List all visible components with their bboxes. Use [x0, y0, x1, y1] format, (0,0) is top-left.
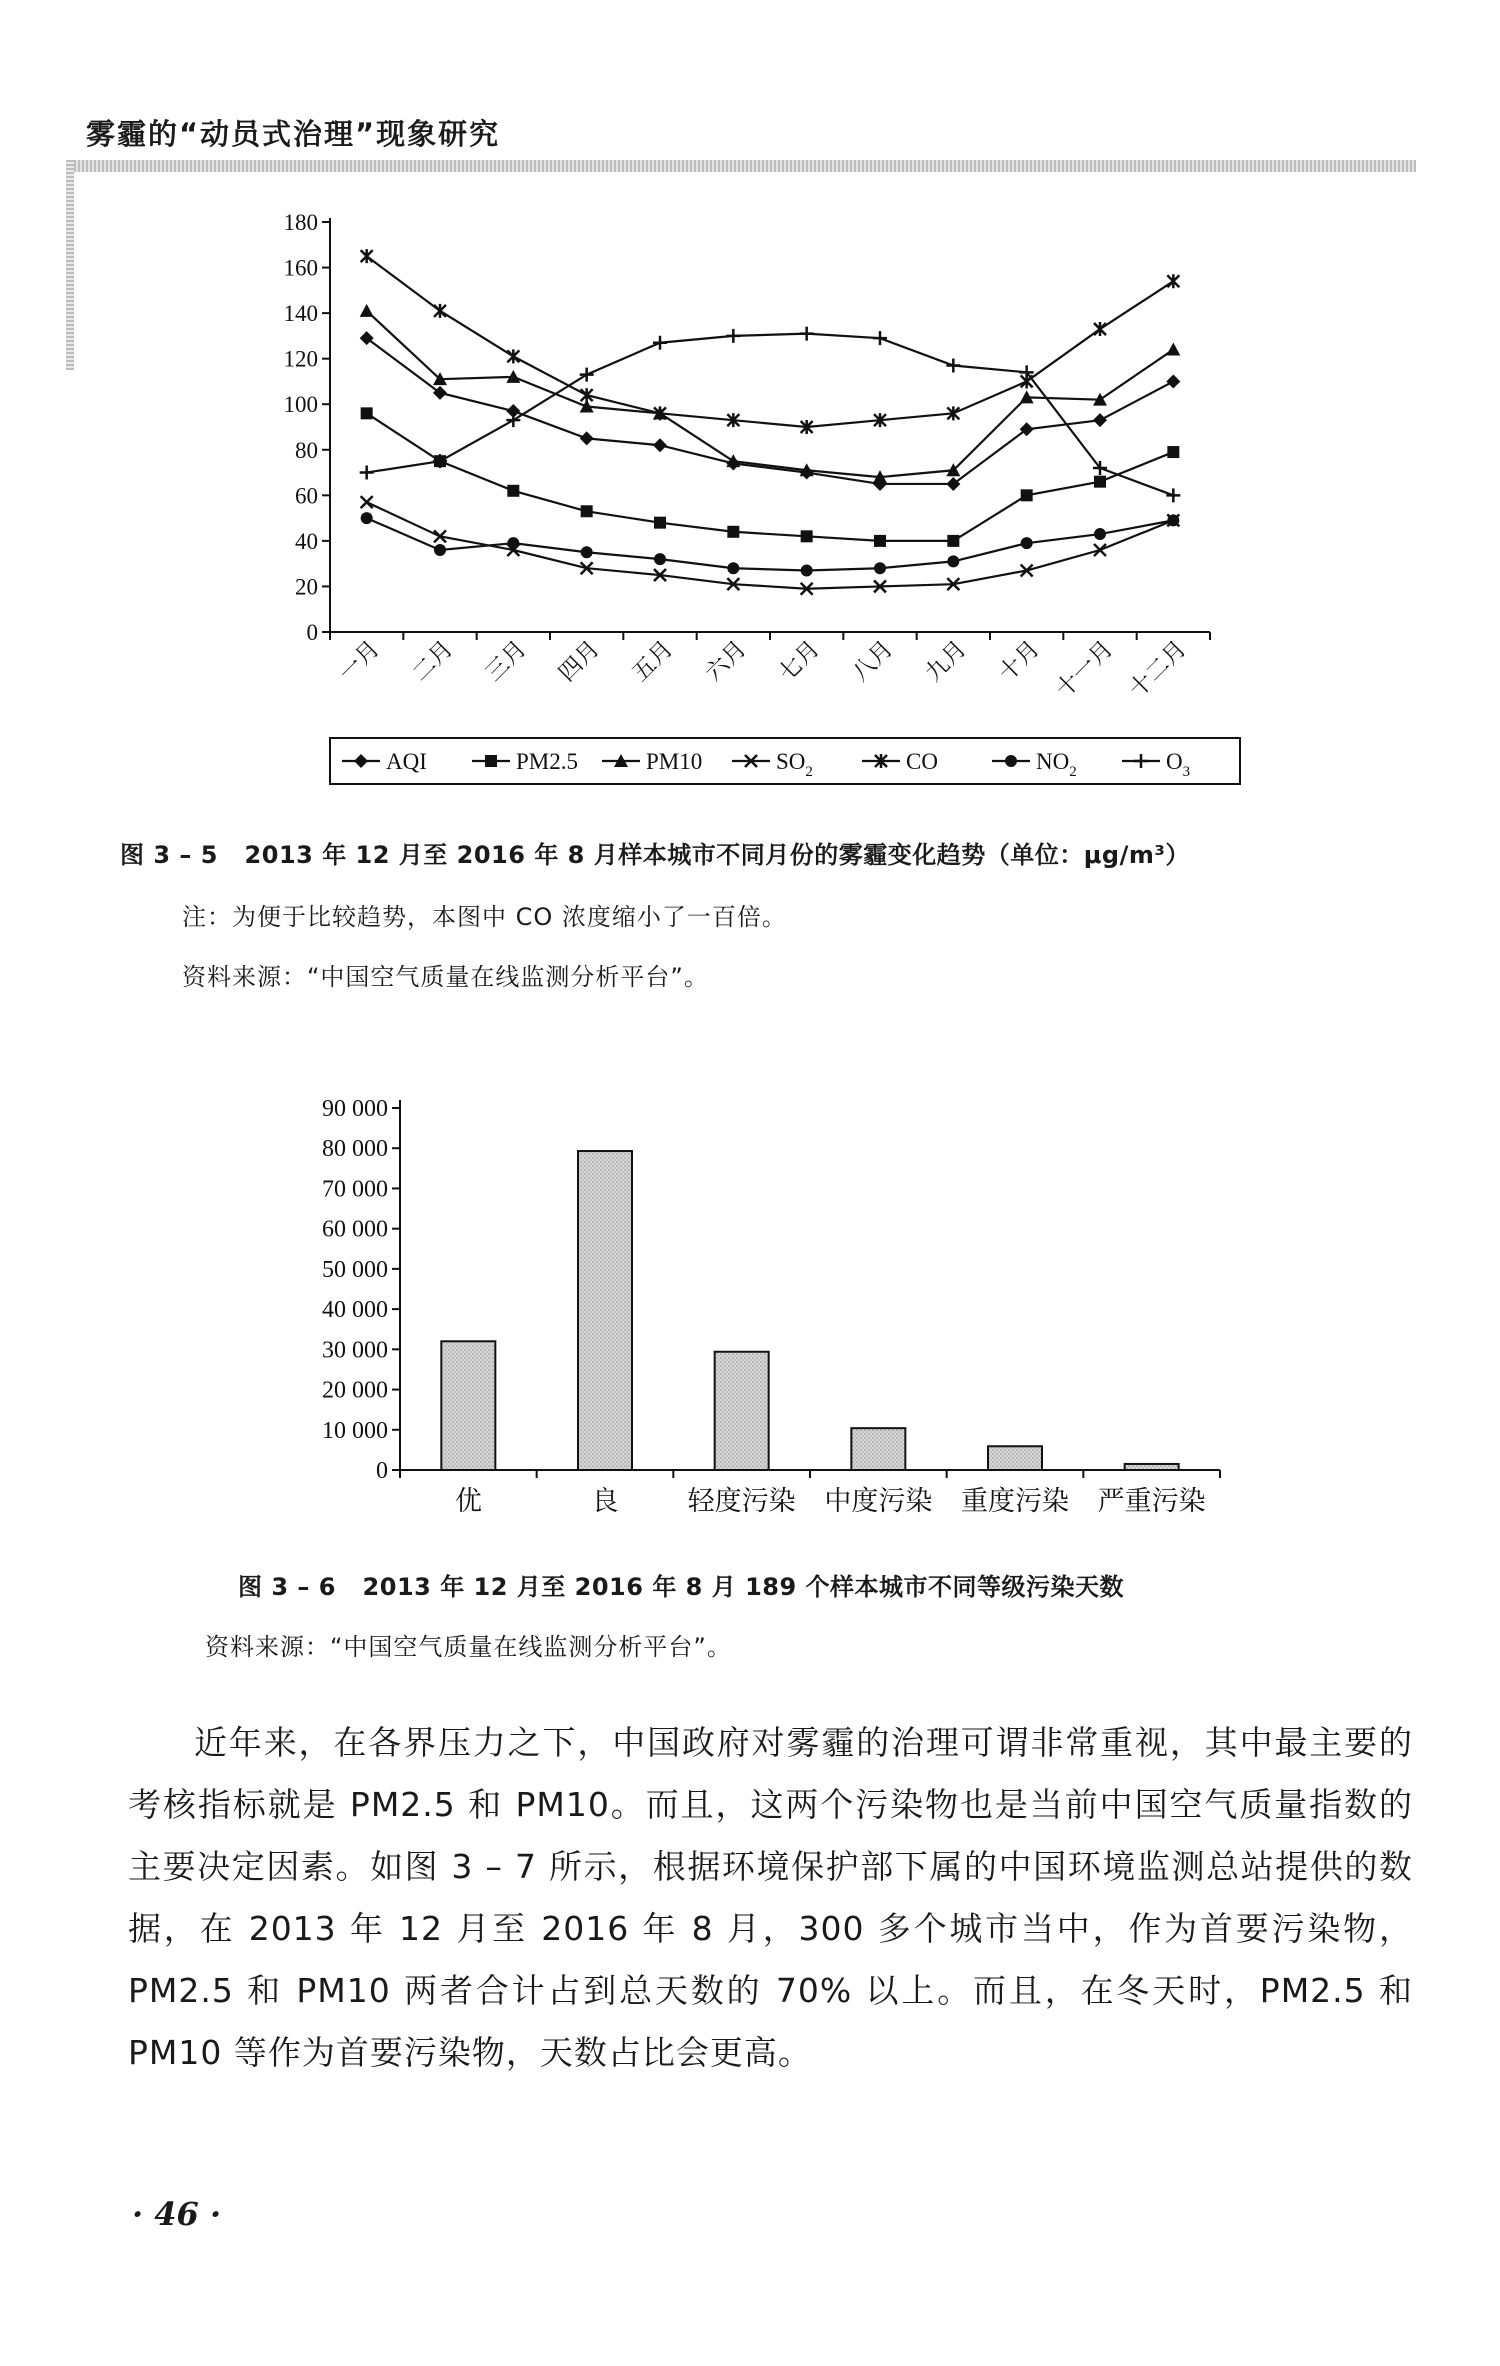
- point-pm25: [1021, 489, 1033, 501]
- x-category-label: 优: [454, 1486, 482, 1517]
- legend-label-aqi: AQI: [386, 749, 427, 774]
- point-o3: [580, 368, 594, 382]
- figure-3-6-caption: [238, 1567, 1124, 1602]
- point-co: [1167, 274, 1179, 288]
- body-paragraph: 近年来，在各界压力之下，中国政府对雾霾的治理可谓非常重视，其中最主要的考核指标就是 PM2.5 和 PM10。而且，这两个污染物也是当前中国空气质量指数的主要决定因素。如图 3 – 7 所示，根据环境保护部下属的中国环境监测总站提供的数据，在 2013 年 12 月至 2016 年 8 月，300 多个城市当中，作为首要污染物，PM2.5 和 PM10 两者合计占到总天数的 70% 以上。而且，在冬天时，PM2.5 和 PM10 等作为首要污染物，天数占比会更高。: [128, 1723, 1413, 2072]
- figure-3-5-title: 2013 年 12 月至 2016 年 8 月样本城市不同月份的雾霾变化趋势（单位：μg/m³）: [244, 841, 1190, 869]
- point-co: [361, 249, 373, 263]
- bar-2: [578, 1151, 632, 1470]
- figure-3-5-number: 图 3 – 5: [120, 841, 218, 869]
- y-tick-label: 90 000: [322, 1096, 388, 1122]
- x-tick-label: 八月: [847, 635, 899, 687]
- running-head-title: 雾霾的“动员式治理”现象研究: [86, 117, 501, 151]
- point-pm25: [1094, 476, 1106, 488]
- point-o3: [1166, 488, 1180, 502]
- y-tick-label: 30 000: [322, 1337, 388, 1364]
- point-o3: [946, 359, 960, 373]
- x-category-label: 严重污染: [1097, 1486, 1206, 1517]
- y-tick-label: 0: [376, 1458, 388, 1484]
- point-no2: [434, 544, 446, 556]
- y-tick-label: 50 000: [322, 1256, 388, 1283]
- x-tick-label: 六月: [700, 635, 752, 687]
- point-pm10: [1166, 343, 1180, 356]
- x-category-label: 重度污染: [961, 1486, 1069, 1517]
- legend-label-o3: $O_3$: [1166, 749, 1191, 780]
- series-line-o3: [367, 334, 1174, 496]
- point-aqi: [580, 431, 594, 445]
- x-tick-label: 二月: [407, 635, 459, 687]
- point-pm10: [360, 304, 374, 317]
- bar-5: [988, 1446, 1042, 1470]
- point-co: [507, 349, 519, 363]
- point-no2: [727, 562, 739, 574]
- y-tick-label: 140: [283, 301, 318, 327]
- point-pm25: [727, 526, 739, 538]
- y-tick-label: 80 000: [322, 1136, 388, 1163]
- point-o3: [360, 466, 374, 480]
- point-o3: [506, 413, 520, 427]
- series-pm10: [360, 304, 1181, 483]
- series-line-co: [367, 256, 1174, 427]
- series-co: [361, 249, 1180, 434]
- point-o3: [653, 336, 667, 350]
- y-tick-label: 60: [295, 483, 318, 509]
- y-tick-label: 10 000: [322, 1417, 388, 1444]
- point-o3: [873, 331, 887, 345]
- body-text: [128, 1712, 1413, 2084]
- y-tick-label: 20: [295, 574, 318, 600]
- legend-label-pm10: PM10: [646, 749, 703, 774]
- point-so2: [1094, 544, 1106, 556]
- point-no2: [1021, 537, 1033, 549]
- x-tick-label: 九月: [920, 635, 972, 687]
- x-tick-label: 一月: [333, 635, 385, 687]
- bar-6: [1125, 1464, 1179, 1470]
- point-pm25: [1167, 446, 1179, 458]
- legend-label-co: CO: [906, 749, 938, 774]
- point-no2: [507, 537, 519, 549]
- point-no2: [581, 546, 593, 558]
- x-tick-label: 十月: [993, 635, 1045, 687]
- point-no2: [361, 512, 373, 524]
- point-pm25: [361, 407, 373, 419]
- legend-label-no2: $NO_2$: [1036, 749, 1077, 780]
- series-line-aqi: [367, 338, 1174, 484]
- series-line-pm25: [367, 413, 1174, 541]
- x-category-label: 良: [591, 1486, 619, 1517]
- point-aqi: [653, 438, 667, 452]
- point-pm25: [947, 535, 959, 547]
- point-o3: [726, 329, 740, 343]
- y-tick-label: 60 000: [322, 1216, 388, 1243]
- legend-label-so2: $SO_2$: [776, 749, 813, 780]
- x-tick-label: 十一月: [1051, 635, 1119, 704]
- point-pm25: [654, 517, 666, 529]
- figure-3-6-number: 图 3 – 6: [238, 1573, 336, 1601]
- y-tick-label: 80: [295, 437, 318, 463]
- page-number: · 46 ·: [132, 2195, 222, 2233]
- y-tick-label: 180: [283, 210, 318, 235]
- point-no2: [874, 562, 886, 574]
- point-aqi: [1166, 374, 1180, 388]
- y-tick-label: 40: [295, 528, 318, 554]
- series-o3: [360, 327, 1181, 503]
- y-tick-label: 20 000: [322, 1377, 388, 1404]
- bar-4: [851, 1428, 905, 1470]
- point-pm25: [581, 505, 593, 517]
- point-so2: [361, 496, 373, 508]
- bar-3: [715, 1352, 769, 1470]
- y-tick-label: 0: [306, 620, 318, 645]
- x-tick-label: 七月: [773, 635, 825, 687]
- point-co: [1094, 322, 1106, 336]
- point-co: [434, 304, 446, 318]
- figure-3-5-source: 资料来源：“中国空气质量在线监测分析平台”。: [182, 963, 709, 991]
- legend-marker-no2: [1005, 755, 1017, 767]
- point-no2: [654, 553, 666, 565]
- x-category-label: 轻度污染: [687, 1486, 796, 1517]
- point-pm25: [874, 535, 886, 547]
- point-no2: [1167, 514, 1179, 526]
- point-no2: [947, 555, 959, 567]
- point-pm25: [507, 485, 519, 497]
- line-chart: [240, 200, 1270, 795]
- point-pm25: [801, 530, 813, 542]
- point-no2: [1094, 528, 1106, 540]
- y-tick-label: 70 000: [322, 1176, 388, 1203]
- y-tick-label: 100: [283, 392, 318, 418]
- figure-3-6-source: 资料来源：“中国空气质量在线监测分析平台”。: [205, 1633, 732, 1661]
- figure-3-5-note: 注：为便于比较趋势，本图中 CO 浓度缩小了一百倍。: [182, 903, 787, 931]
- figure-3-5-caption: [120, 835, 1190, 870]
- header-decorative-rule: [66, 160, 1416, 172]
- series-pm25: [361, 407, 1180, 547]
- legend-marker-pm25: [485, 755, 497, 767]
- x-category-label: 中度污染: [824, 1486, 933, 1517]
- point-no2: [801, 565, 813, 577]
- x-tick-label: 五月: [627, 635, 679, 687]
- y-tick-label: 120: [283, 346, 318, 372]
- point-aqi: [1093, 413, 1107, 427]
- legend-label-pm25: PM2.5: [516, 749, 578, 774]
- point-pm10: [726, 454, 740, 467]
- x-tick-label: 三月: [480, 635, 532, 687]
- figure-3-6-title: 2013 年 12 月至 2016 年 8 月 189 个样本城市不同等级污染天数: [362, 1573, 1125, 1601]
- y-tick-label: 40 000: [322, 1297, 388, 1324]
- bar-1: [441, 1341, 495, 1470]
- y-tick-label: 160: [283, 255, 318, 281]
- bar-chart: [180, 1045, 1250, 1545]
- x-tick-label: 十二月: [1124, 635, 1192, 704]
- x-tick-label: 四月: [553, 635, 605, 687]
- header-decorative-side-bar: [66, 160, 74, 370]
- point-o3: [800, 327, 814, 341]
